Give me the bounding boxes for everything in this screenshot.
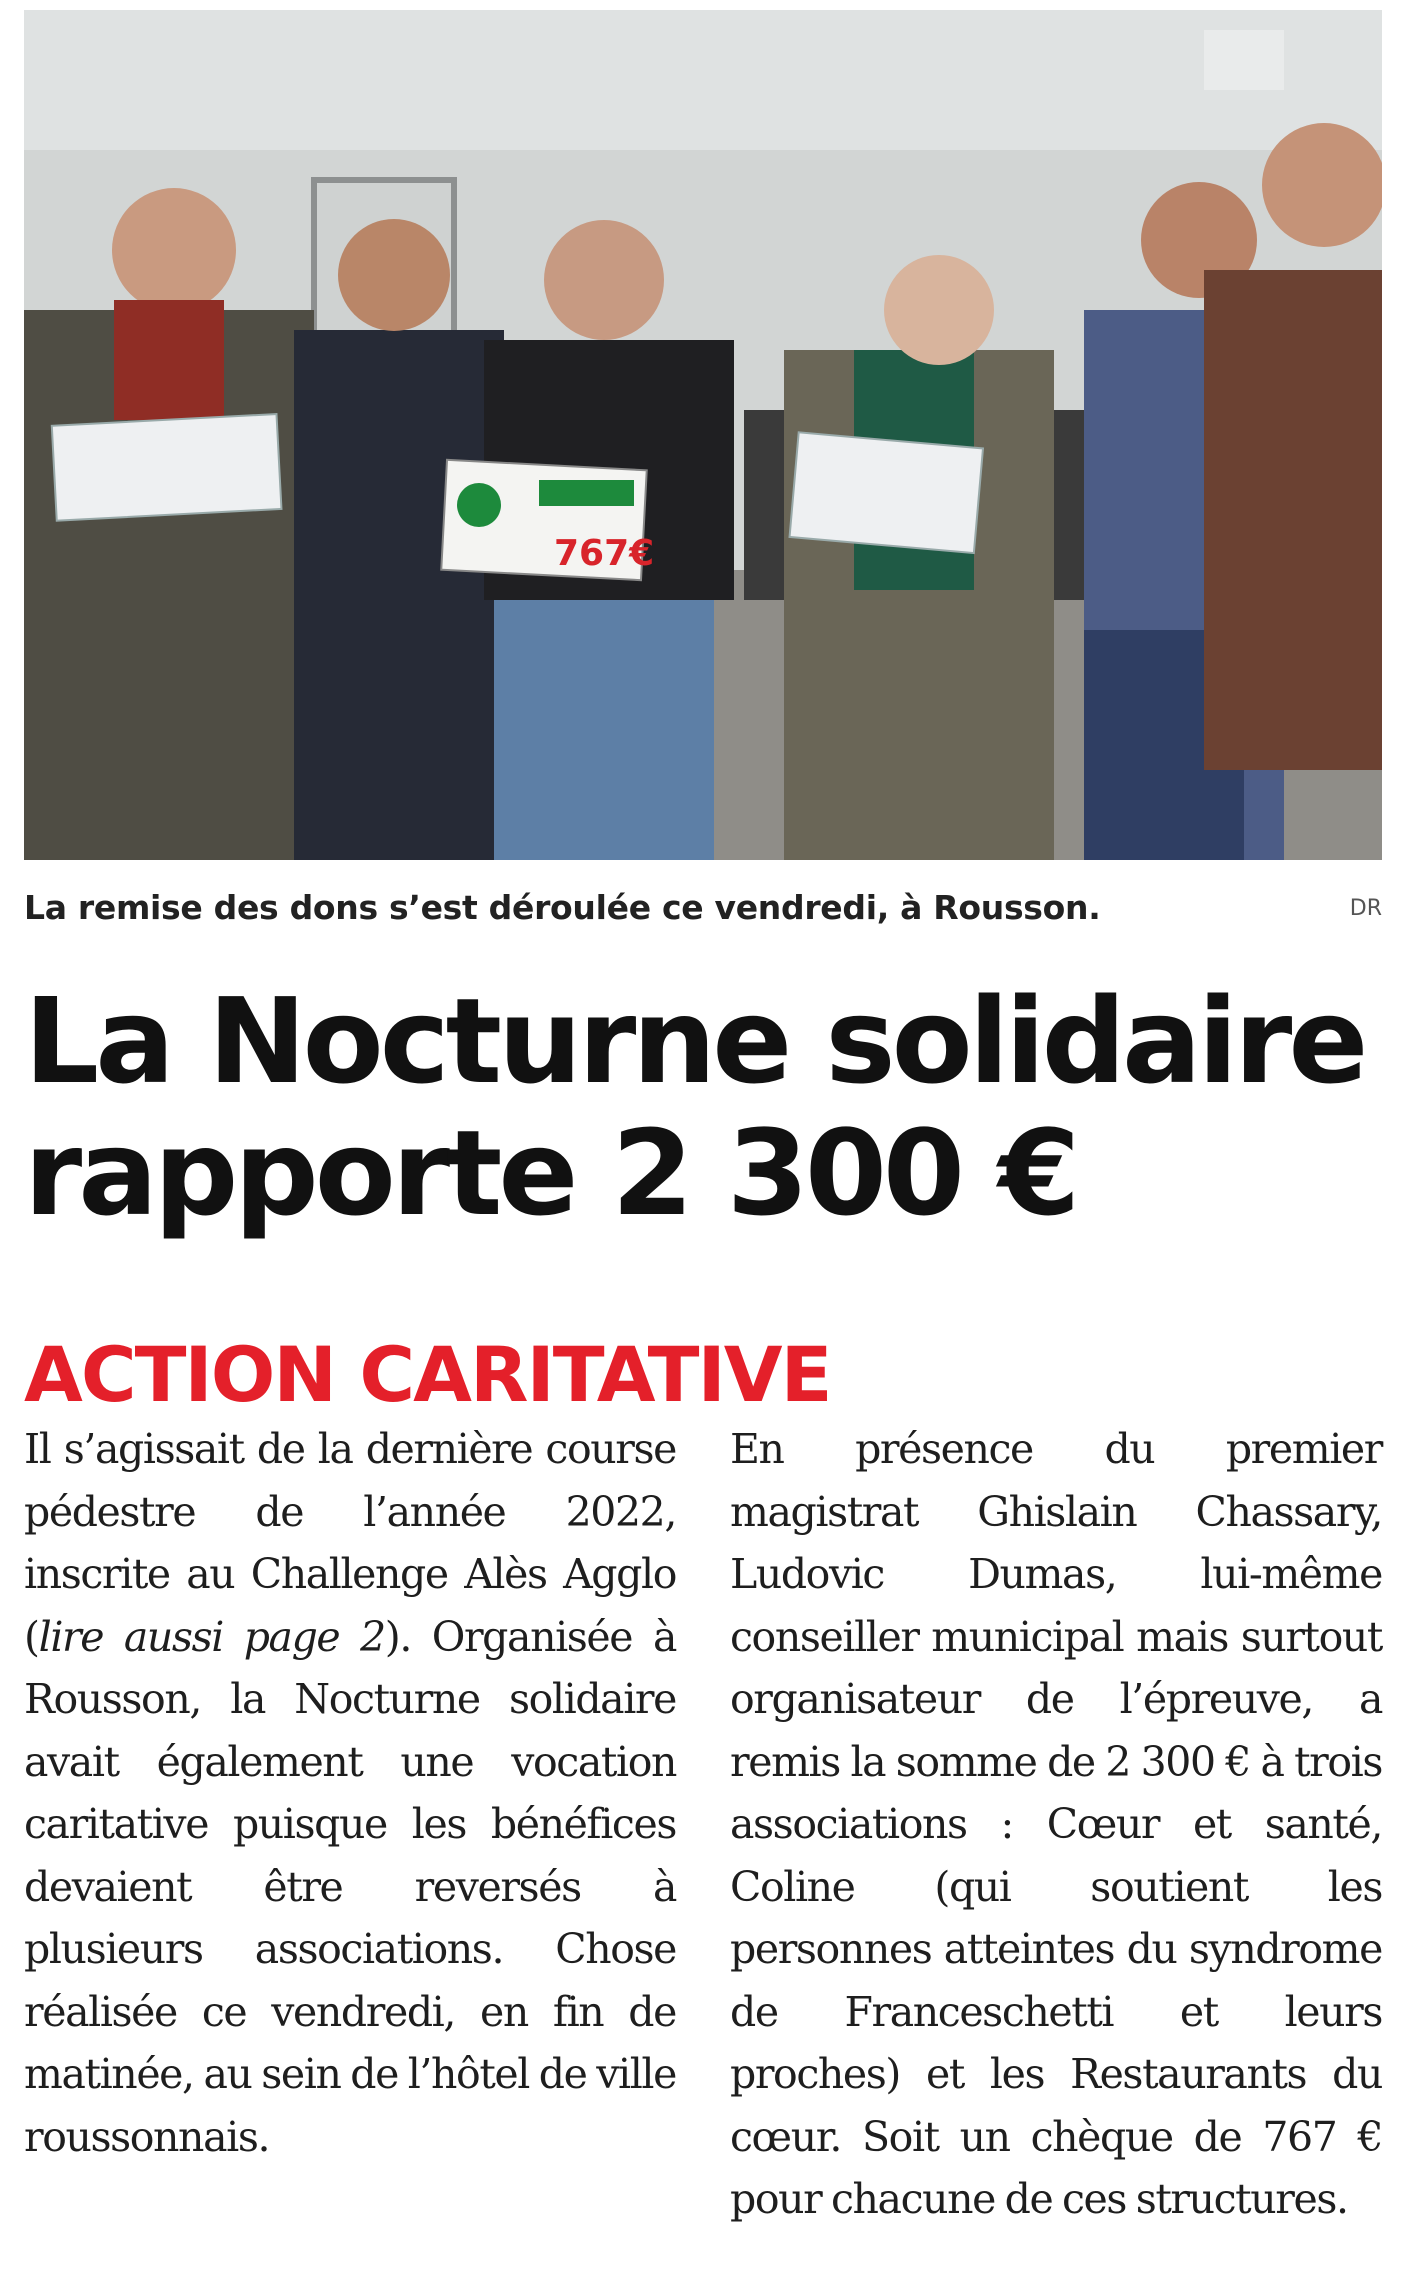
sign-amount: 767€ xyxy=(554,533,655,574)
headline xyxy=(24,972,1382,1242)
photo-caption: La remise des dons s’est déroulée ce vendredi, à Rousson. xyxy=(24,888,1101,927)
article-photo xyxy=(24,10,1382,860)
body-left-part-1: Il s’agissait de la dernière course pédestre de l’année 2022, inscrite au Challenge Alès Agglo ( xyxy=(24,1425,676,1661)
section-kicker: ACTION CARITATIVE xyxy=(24,1330,831,1419)
body-left-part-2: ). Organisée à Rousson, la Nocturne solidaire avait également une vocation caritative puisque les bénéfices devaient être reversés à plusieurs associations. Chose réalisée ce vendredi, en fin de matinée, au sein de l’hôtel de ville roussonnais. xyxy=(24,1612,676,2161)
caption-row xyxy=(24,888,1382,940)
body-column-left xyxy=(24,1418,676,2168)
body-column-right: En présence du premier magistrat Ghislain Chassary, Ludovic Dumas, lui-même conseiller municipal mais surtout organisateur de l’épreuve, a remis la somme de 2 300 € à trois associations : Cœur et santé, Coline (qui soutient les personnes atteintes du syndrome de Franceschetti et leurs proches) et les Restaurants du cœur. Soit un chèque de 767 € pour chacune de ces structures. xyxy=(730,1425,1382,2223)
headline-line-2: rapporte 2 300 € xyxy=(24,1104,1077,1242)
body-left-italic: lire aussi page 2 xyxy=(38,1612,385,1661)
group-photo-icon xyxy=(24,10,1382,860)
headline-line-1: La Nocturne solidaire xyxy=(24,972,1365,1110)
photo-credit: DR xyxy=(1349,896,1382,921)
